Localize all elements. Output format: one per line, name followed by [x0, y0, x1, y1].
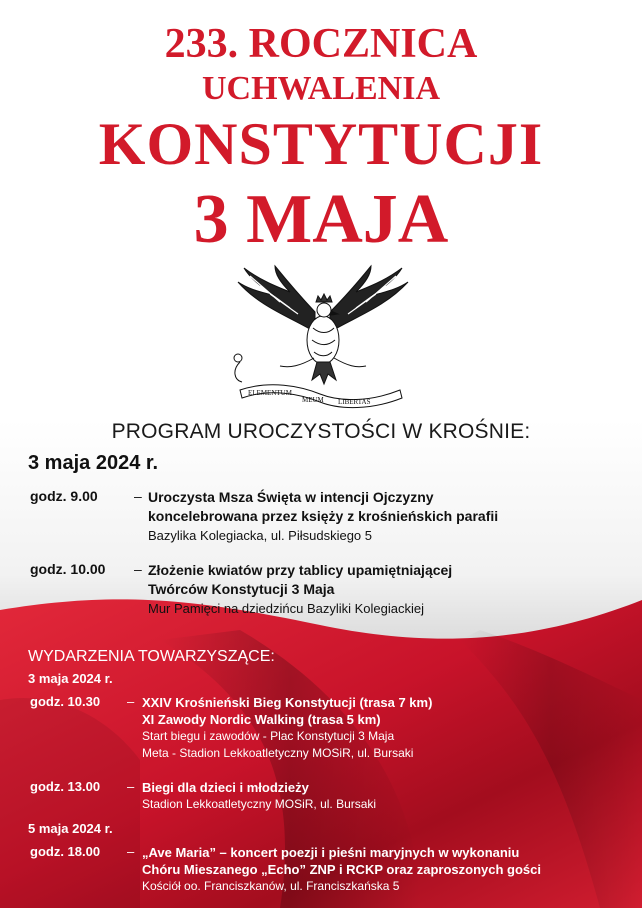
event-dash: –: [127, 694, 135, 709]
event-description: [142, 844, 541, 895]
event-place-line1: Start biegu i zawodów - Plac Konstytucji 3 Maja: [142, 729, 395, 743]
eagle-emblem: [220, 262, 420, 412]
event-dash: –: [134, 488, 142, 504]
ribbon-text-right: LIBERTAS: [338, 398, 371, 406]
event-place-line2: Meta - Stadion Lekkoatletyczny MOSiR, ul. Bursaki: [142, 746, 414, 760]
event-dash: –: [134, 561, 142, 577]
event-title-line1: „Ave Maria” – koncert poezji i pieśni maryjnych w wykonaniu: [142, 845, 520, 860]
event-description: [142, 779, 376, 813]
event-title-line1: Biegi dla dzieci i młodzieży: [142, 780, 309, 795]
eagle-icon: [220, 262, 420, 412]
event-description: [148, 488, 498, 545]
side-events-title: WYDARZENIA TOWARZYSZĄCE:: [28, 648, 275, 665]
headline-anniversary: 233. ROCZNICA: [164, 21, 478, 67]
event-place-line1: Stadion Lekkoatletyczny MOSiR, ul. Bursaki: [142, 797, 377, 811]
event-place: Bazylika Kolegiacka, ul. Piłsudskiego 5: [148, 528, 373, 543]
headline-adoption: UCHWALENIA: [201, 70, 441, 107]
event-time: godz. 18.00: [30, 844, 101, 859]
headline-may-3: 3 MAJA: [193, 181, 449, 258]
ribbon-text-left: ELEMENTUM: [248, 389, 292, 397]
event-title-line1: Złożenie kwiatów przy tablicy upamiętniającej: [148, 562, 453, 578]
side-events-date: 5 maja 2024 r.: [28, 821, 113, 836]
event-description: [148, 561, 452, 618]
event-place: Mur Pamięci na dziedzińcu Bazyliki Kolegiackiej: [148, 601, 425, 616]
event-dash: –: [127, 779, 135, 794]
event-title-line2: XI Zawody Nordic Walking (trasa 5 km): [142, 712, 381, 727]
event-title-line2: koncelebrowana przez księży z krośnieńskich parafii: [148, 508, 499, 524]
event-title-line2: Twórców Konstytucji 3 Maja: [148, 581, 335, 597]
program-date: 3 maja 2024 r.: [28, 452, 159, 474]
event-title-line2: Chóru Mieszanego „Echo” ZNP i RCKP oraz zaproszonych gości: [142, 862, 541, 877]
event-time: godz. 10.00: [30, 561, 106, 577]
event-title-line1: XXIV Krośnieński Bieg Konstytucji (trasa 7 km): [142, 695, 433, 710]
program-title: PROGRAM UROCZYSTOŚCI W KROŚNIE:: [111, 420, 531, 443]
side-events-date: 3 maja 2024 r.: [28, 671, 113, 686]
event-title-line1: Uroczysta Msza Święta w intencji Ojczyzny: [148, 489, 434, 505]
event-description: [142, 694, 432, 762]
event-time: godz. 10.30: [30, 694, 101, 709]
headline-constitution: KONSTYTUCJI: [98, 111, 544, 177]
ribbon-text-mid: MEUM: [302, 396, 324, 404]
event-dash: –: [127, 844, 135, 859]
event-time: godz. 9.00: [30, 488, 98, 504]
event-place-line1: Kościół oo. Franciszkanów, ul. Franciszkańska 5: [142, 879, 400, 893]
event-time: godz. 13.00: [30, 779, 101, 794]
